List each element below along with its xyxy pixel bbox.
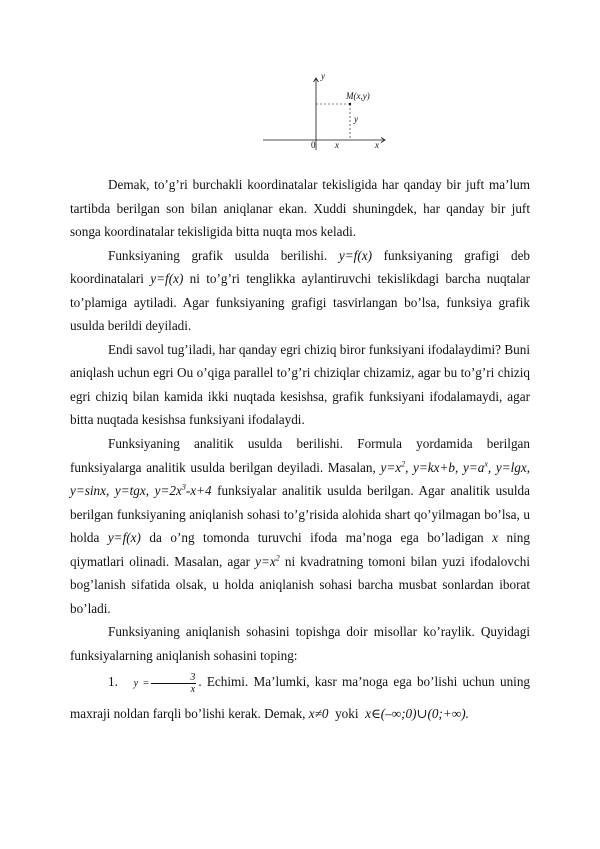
p4-formula: y=f(x)	[107, 530, 141, 546]
p4-e3-base: y=a	[462, 459, 485, 475]
p4-text-c: da o’ng tomonda turuvchi ifoda ma’noga ega bo’ladigan	[149, 530, 484, 546]
example-1-lhs: y =	[133, 678, 150, 690]
p4-text-d: ning qiymatlari olinadi. Masalan, agar	[70, 530, 530, 569]
x-mark-label: x	[335, 140, 339, 150]
p2-text-c: ni to’g’ri tenglikka aylantiruvchi tekislikdagi barcha nuqtalar to’plamiga aytiladi. Agar funksiyaning grafigi tasvirlangan bo’lsa, funksiya grafik usulda berildi deyiladi.	[70, 271, 530, 334]
p4-example-2: y=kx+b,	[413, 459, 459, 475]
p4-e7-tail: -x+4	[185, 483, 212, 499]
example-1-fraction	[151, 672, 196, 695]
p4-y-expr	[255, 554, 280, 569]
p4-e3-sup: x	[484, 459, 488, 469]
paragraph-5: Funksiyaning aniqlanish sohasini topishga doir misollar ko’raylik. Quyidagi funksiyalarning aniqlanish sohasini toping:	[70, 624, 530, 663]
p4-e7-base: y=2x	[154, 483, 182, 499]
p2-formula-1: y=f(x)	[338, 247, 372, 263]
point-m	[349, 103, 351, 105]
coordinate-figure	[255, 72, 395, 152]
coordinate-axes	[255, 72, 395, 152]
p2-formula-2: y=f(x)	[150, 271, 184, 287]
p4-y-sup: 2	[275, 553, 280, 563]
y-mark-label: y	[354, 114, 358, 124]
p4-x: x	[492, 530, 499, 546]
p4-e1-base: y=x	[380, 459, 402, 475]
p4-example-4: y=lgx,	[495, 459, 531, 475]
p4-example-5: y=sinx,	[70, 483, 110, 499]
fraction-numerator: 3	[151, 672, 196, 684]
document-body	[70, 173, 530, 729]
x-axis-label: x	[375, 140, 379, 150]
p4-text-b: funksiyalar analitik usulda berilgan. Agar analitik usulda berilgan funksiyaning aniqlanish sohasi to’g’risida alohida shart qo’yilmagan bo’lsa, u holda	[70, 483, 531, 546]
fraction-denominator: x	[190, 683, 196, 695]
y-axis-label: y	[321, 71, 325, 81]
p2-text-b: funksiyaning grafigi deb koordinatalari	[70, 247, 531, 287]
example-1-text: . Echimi. Ma’lumki, kasr ma’noga ega bo’lishi uchun uning maxraji noldan farqli bo’lishi kerak. Demak,	[70, 674, 531, 722]
p4-example-3: $y=a^x$,	[462, 459, 492, 475]
example-1-number: 1.	[108, 674, 118, 690]
example-1-condition: x≠0	[308, 706, 329, 722]
p4-e1-sup: 2	[401, 459, 406, 469]
example-1-interval: x∈(–∞;0)∪(0;+∞).	[365, 706, 469, 722]
paragraph-2	[70, 244, 530, 338]
p4-example-6: y=tgx,	[114, 483, 150, 499]
p4-e7-sup: 3	[181, 482, 186, 492]
origin-label: 0	[311, 140, 316, 150]
p4-y-base: y=x	[255, 553, 276, 569]
paragraph-3: Endi savol tug’iladi, har qanday egri chiziq biror funksiyani ifodalaydimi? Buni aniqlash uchun egri Ou o’qiga parallel to’g’ri chiziqlar chizamiz, agar bu to’g’ri chiziq egri chiziq bilan kamida ikki nuqtada kesishsa, grafik funksiyani ifodalamaydi, agar bitta nuqtada kesishsa funksiyani ifodalaydi.	[70, 341, 530, 428]
p4-text-a: Funksiyaning analitik usulda berilishi. Formula yordamida berilgan funksiyalarga analitik usulda berilgan deyiladi. Masalan,	[70, 436, 530, 475]
p2-heading: Funksiyaning grafik usulda berilishi.	[108, 247, 328, 263]
example-1-yoki: yoki	[335, 706, 359, 722]
paragraph-4	[70, 432, 530, 620]
p4-example-7	[155, 483, 212, 498]
example-1	[70, 667, 530, 729]
point-label: M(x,y)	[346, 91, 370, 101]
paragraph-1: Demak, to’g’ri burchakli koordinatalar tekisligida har qanday bir juft ma’lum tartibda berilgan son bilan aniqlanar ekan. Xuddi shuningdek, har qanday bir juft songa koordinatalar tekisligida bitta nuqta mos keladi.	[70, 177, 530, 240]
p4-example-1: $y=x^2$,	[380, 459, 409, 475]
p4-text-e: ni kvadratning tomoni bilan yuzi ifodalovchi bog’lanish sifatida olsak, u holda aniqlanish sohasi barcha musbat sonlardan iborat bo’ladi.	[70, 553, 531, 616]
